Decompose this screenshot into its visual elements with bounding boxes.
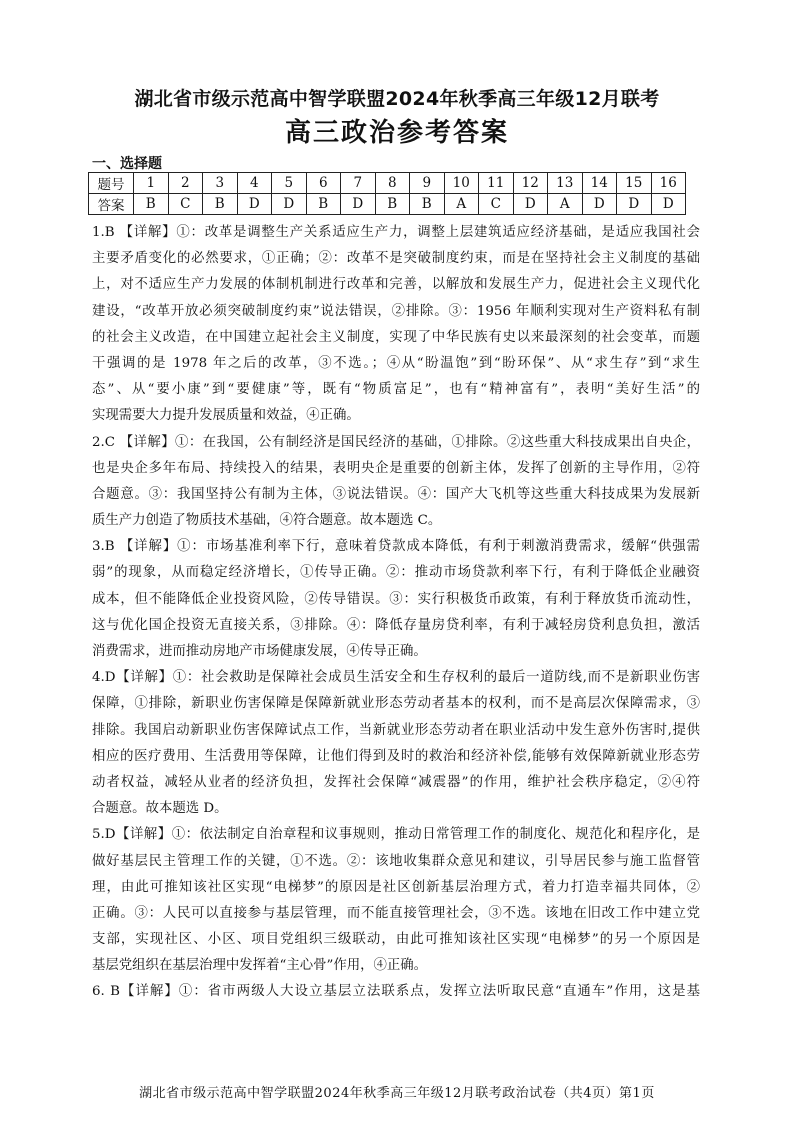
answer-cell: A: [548, 194, 583, 215]
answer-cell: D: [237, 194, 272, 215]
explanation-item: [92, 430, 700, 535]
explanation-line: 干强调的是 1978 年之后的改革，③不选。；④从“盼温饱”到“盼环保”、从“求生存”到“求生: [92, 355, 700, 371]
question-number-cell: 15: [617, 173, 652, 194]
question-number-cell: 2: [168, 173, 203, 194]
question-number-cell: 6: [306, 173, 341, 194]
explanation-line: 上，对不适应生产力发展的体制机制进行改革和完善，以解放和发展生产力，促进社会主义现代化: [92, 277, 700, 293]
page-footer: 湖北省市级示范高中智学联盟2024年秋季高三年级12月联考政治试卷（共4页）第1页: [139, 1086, 655, 1101]
explanation-line: 3.B 【详解】①：市场基准利率下行，意味着贷款成本降低，有利于刺激消费需求，缓解“供强需: [92, 539, 700, 555]
explanation-line: 主要矛盾变化的必然要求，①正确；②：改革不是突破制度约束，而是在坚持社会主义制度的基础: [92, 251, 700, 267]
explanation-line: 5.D【详解】①：依法制定自治章程和议事规则，推动日常管理工作的制度化、规范化和程序化，是: [92, 827, 700, 843]
question-number-cell: 1: [134, 173, 169, 194]
question-number-cell: 3: [203, 173, 238, 194]
explanation-line: 态”、从“要小康”到“要健康”等，既有“物质富足”，也有“精神富有”，表明“美好生活”的: [92, 382, 700, 398]
question-number-cell: 4: [237, 173, 272, 194]
answer-cell: B: [375, 194, 410, 215]
question-number-cell: 9: [410, 173, 445, 194]
answer-cell: B: [306, 194, 341, 215]
explanation-line: 1.B 【详解】①：改革是调整生产关系适应生产力，调整上层建筑适应经济基础，是适应我国社会: [92, 225, 700, 240]
explanation-line: 建设，“改革开放必须突破制度约束”说法错误，②排除。③：1956 年顺利实现对生产资料私有制: [92, 303, 700, 319]
explanation-line: 理，由此可推知该社区实现“电梯梦”的原因是社区创新基层治理方式，着力打造幸福共同体，②: [92, 879, 700, 895]
answer-cell: D: [272, 194, 307, 215]
explanation-item: [92, 822, 700, 979]
explanation-line: 6. B【详解】①：省市两级人大设立基层立法联系点，发挥立法听取民意“直通车”作用，这是基: [92, 984, 700, 1000]
exam-title: 湖北省市级示范高中智学联盟2024年秋季高三年级12月联考: [134, 88, 660, 110]
explanation-line: 正确。③：人民可以直接参与基层管理，而不能直接管理社会，③不选。该地在旧改工作中建立党: [92, 905, 700, 921]
explanation-item: [92, 534, 700, 665]
question-number-cell: 5: [272, 173, 307, 194]
explanation-line: 4.D【详解】①：社会救助是保障社会成员生活安全和生存权利的最后一道防线,而不是新职业伤害: [92, 670, 700, 686]
answer-row: [89, 194, 686, 215]
explanation-line: 合题意。故本题选 D。: [92, 801, 228, 817]
answer-cell: D: [513, 194, 548, 215]
explanation-line: 相应的医疗费用、生活费用等保障，让他们得到及时的救治和经济补偿,能够有效保障新就业形态劳: [92, 748, 700, 764]
explanation-item: [92, 665, 700, 822]
answer-table: [88, 172, 686, 215]
question-number-cell: 16: [651, 173, 686, 194]
explanation-line: 支部，实现社区、小区、项目党组织三级联动，由此可推知该社区实现“电梯梦”的另一个原因是: [92, 932, 700, 948]
question-number-cell: 11: [479, 173, 514, 194]
answer-cell: D: [582, 194, 617, 215]
explanation-line: 动者权益，减轻从业者的经济负担，发挥社会保障“减震器”的作用，维护社会秩序稳定，②④符: [92, 774, 700, 790]
question-number-row: [89, 173, 686, 194]
explanation-line: 成本，但不能降低企业投资风险，②传导错误。③：实行积极货币政策，有利于释放货币流动性，: [92, 591, 700, 607]
answer-cell: D: [651, 194, 686, 215]
explanation-line: 做好基层民主管理工作的关键，①不选。②：该地收集群众意见和建议，引导居民参与施工监督管: [92, 853, 700, 869]
question-number-cell: 8: [375, 173, 410, 194]
explanations: [92, 220, 700, 1006]
section-heading: 一、选择题: [92, 156, 162, 172]
row-label-question-number: 题号: [89, 173, 134, 194]
explanation-line: 排除。我国启动新职业伤害保障试点工作，当新就业形态劳动者在职业活动中发生意外伤害时,提供: [92, 722, 700, 738]
explanation-line: 保障，①排除，新职业伤害保障是保障新就业形态劳动者基本的权利，而不是高层次保障需求，③: [92, 696, 700, 712]
answer-cell: A: [444, 194, 479, 215]
answer-cell: B: [134, 194, 169, 215]
answer-cell: D: [341, 194, 376, 215]
answer-cell: B: [410, 194, 445, 215]
explanation-line: 基层党组织在基层治理中发挥着“主心骨”作用，④正确。: [92, 958, 428, 974]
explanation-item: [92, 979, 700, 1005]
answer-cell: D: [617, 194, 652, 215]
answer-cell: C: [479, 194, 514, 215]
explanation-line: 实现需要大力提升发展质量和效益，④正确。: [92, 408, 360, 424]
question-number-cell: 13: [548, 173, 583, 194]
explanation-line: 2.C 【详解】①：在我国，公有制经济是国民经济的基础，①排除。②这些重大科技成果出自央企，: [92, 434, 700, 450]
explanation-line: 这与优化国企投资无直接关系，③排除。④：降低存量房贷利率，有利于减轻房贷利息负担，激活: [92, 617, 700, 633]
answer-cell: C: [168, 194, 203, 215]
explanation-line: 合题意。③：我国坚持公有制为主体，③说法错误。④：国产大飞机等这些重大科技成果为发展新: [92, 486, 700, 502]
explanation-item: [92, 220, 700, 430]
question-number-cell: 10: [444, 173, 479, 194]
question-number-cell: 12: [513, 173, 548, 194]
question-number-cell: 7: [341, 173, 376, 194]
explanation-line: 的社会主义改造，在中国建立起社会主义制度，实现了中华民族有史以来最深刻的社会变革，而题: [92, 329, 700, 345]
explanation-line: 也是央企多年布局、持续投入的结果，表明央企是重要的创新主体，发挥了创新的主导作用，②符: [92, 460, 700, 476]
answer-cell: B: [203, 194, 238, 215]
explanation-line: 弱”的现象，从而稳定经济增长，①传导正确。②：推动市场贷款利率下行，有利于降低企业融资: [92, 565, 700, 581]
row-label-answer: 答案: [89, 194, 134, 215]
question-number-cell: 14: [582, 173, 617, 194]
answer-key-title: 高三政治参考答案: [284, 118, 509, 148]
explanation-line: 消费需求，进而推动房地产市场健康发展，④传导正确。: [92, 644, 427, 659]
explanation-line: 质生产力创造了物质技术基础，④符合题意。故本题选 C。: [92, 513, 442, 529]
